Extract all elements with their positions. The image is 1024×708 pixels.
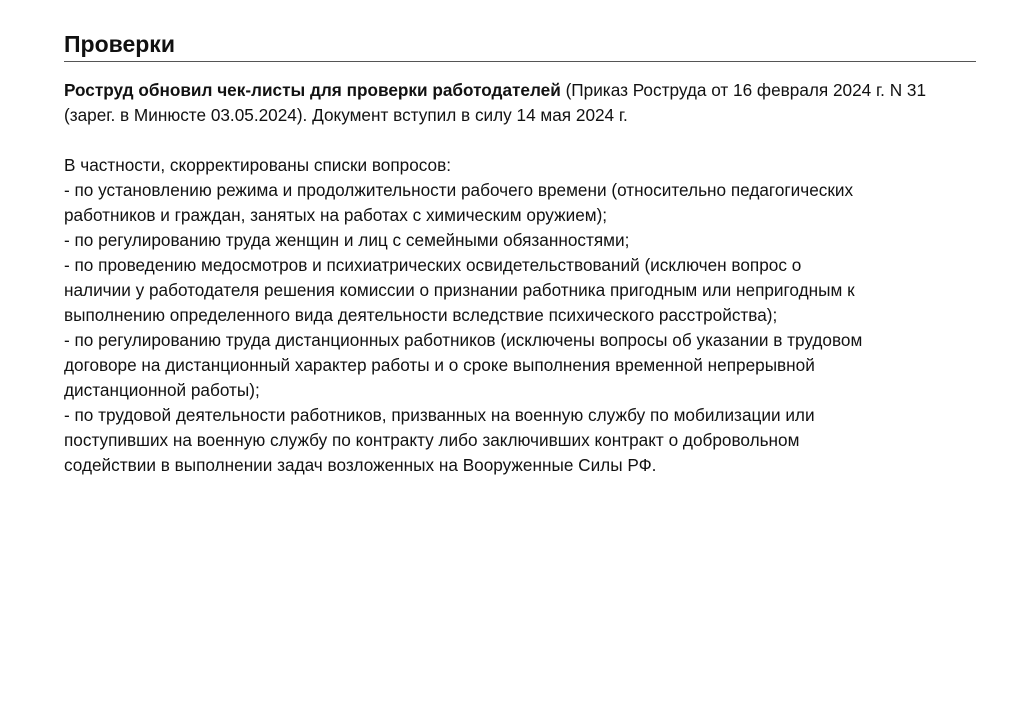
- changes-intro: В частности, скорректированы списки вопросов:: [64, 155, 452, 175]
- list-item-line: выполнению определенного вида деятельности вследствие психического расстройства);: [64, 305, 778, 325]
- list-item: [64, 253, 976, 328]
- list-item: [64, 403, 976, 478]
- list-item-line: договоре на дистанционный характер работы и о сроке выполнения временной непрерывной: [64, 355, 815, 375]
- lead-regular-text: (Приказ Роструда от 16 февраля 2024 г. N 31 (зарег. в Минюсте 03.05.2024). Документ вступил в силу 14 мая 2024 г.: [64, 80, 927, 125]
- document-page: [64, 0, 976, 478]
- list-item-line: - по трудовой деятельности работников, призванных на военную службу по мобилизации или: [64, 405, 815, 425]
- page-title: Проверки: [64, 31, 175, 57]
- list-item-line: содействии в выполнении задач возложенных на Вооруженные Силы РФ.: [64, 455, 657, 475]
- list-item-line: наличии у работодателя решения комиссии о признании работника пригодным или непригодным к: [64, 280, 855, 300]
- title-divider: [64, 61, 976, 62]
- lead-bold-text: Роструд обновил чек-листы для проверки работодателей: [64, 80, 561, 100]
- list-item: [64, 328, 976, 403]
- changes-section: [64, 153, 976, 478]
- list-item: [64, 228, 976, 253]
- list-item-line: работников и граждан, занятых на работах с химическим оружием);: [64, 205, 608, 225]
- list-item-line: - по регулированию труда женщин и лиц с семейными обязанностями;: [64, 230, 630, 250]
- list-item-line: дистанционной работы);: [64, 380, 260, 400]
- list-item-line: - по регулированию труда дистанционных работников (исключены вопросы об указании в трудовом: [64, 330, 863, 350]
- list-item-line: - по проведению медосмотров и психиатрических освидетельствований (исключен вопрос о: [64, 255, 802, 275]
- list-item-line: поступивших на военную службу по контракту либо заключивших контракт о добровольном: [64, 430, 800, 450]
- list-item: [64, 178, 976, 228]
- list-item-line: - по установлению режима и продолжительности рабочего времени (относительно педагогических: [64, 180, 854, 200]
- lead-paragraph: [64, 78, 964, 128]
